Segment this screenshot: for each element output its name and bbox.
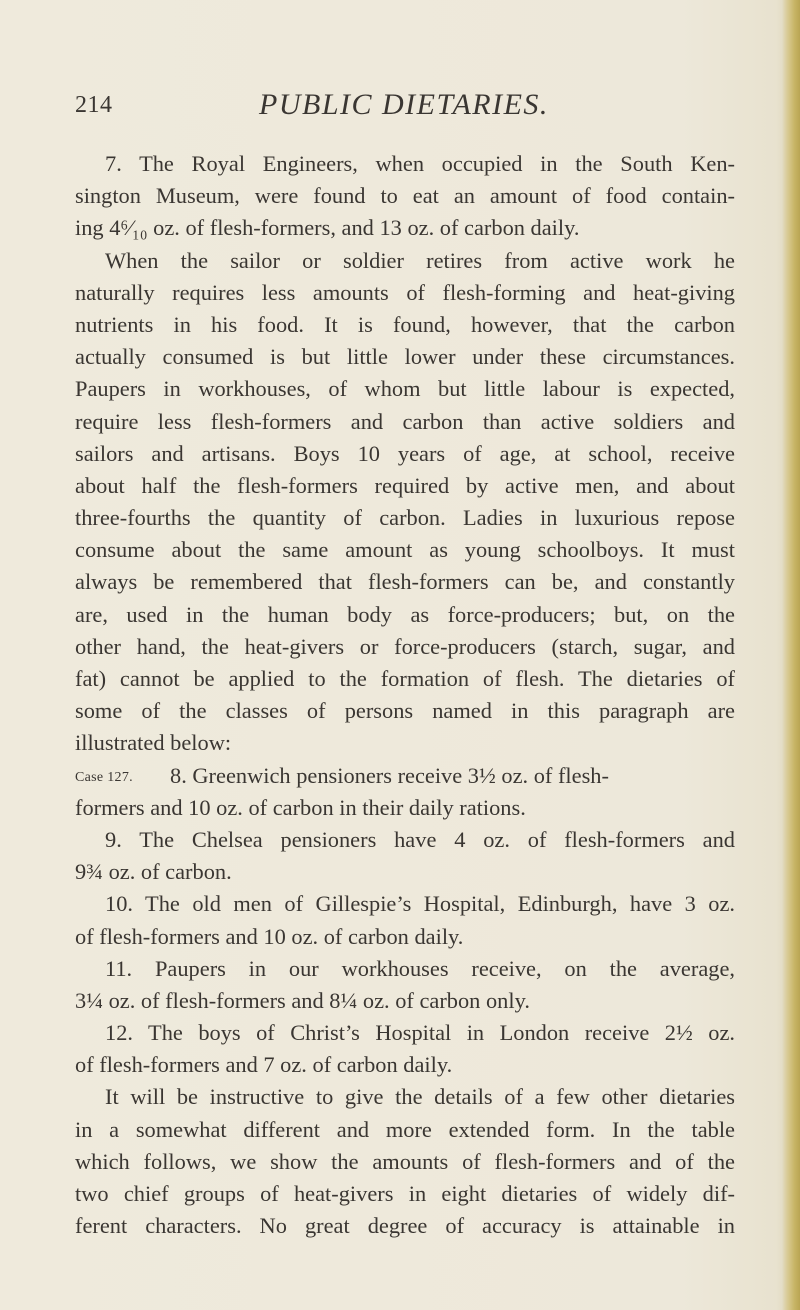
text-line: When the sailor or soldier retires from active work he <box>105 247 735 273</box>
text-line: require less flesh-formers and carbon than active soldiers and <box>75 408 735 434</box>
text-line: always be remembered that flesh-formers can be, and constantly <box>75 569 735 595</box>
text-line: 12. The boys of Christ’s Hospital in London receive 2½ oz. <box>105 1020 735 1046</box>
text-line: nutrients in his food. It is found, however, that the carbon <box>75 311 735 337</box>
text-line: 9. The Chelsea pensioners have 4 oz. of flesh-formers and <box>105 826 735 852</box>
text-line: ing 4⁶⁄₁₀ oz. of flesh-formers, and 13 oz. of carbon daily. <box>75 215 580 241</box>
text-line: consume about the same amount as young schoolboys. It must <box>75 537 735 563</box>
margin-note: Case 127. <box>75 769 133 785</box>
text-line: formers and 10 oz. of carbon in their daily rations. <box>75 794 526 820</box>
running-title: PUBLIC DIETARIES. <box>259 88 549 121</box>
text-line: three-fourths the quantity of carbon. Ladies in luxurious repose <box>75 505 735 531</box>
text-line: other hand, the heat-givers or force-producers (starch, sugar, and <box>75 633 735 659</box>
body-text <box>75 148 735 1242</box>
text-line: sington Museum, were found to eat an amount of food contain- <box>75 183 735 209</box>
text-line: which follows, we show the amounts of flesh-formers and of the <box>75 1148 735 1174</box>
text-line: Paupers in workhouses, of whom but little labour is expected, <box>75 376 735 402</box>
text-line: about half the flesh-formers required by active men, and about <box>75 472 735 498</box>
text-line: sailors and artisans. Boys 10 years of age, at school, receive <box>75 440 735 466</box>
text-line: ferent characters. No great degree of accuracy is attainable in <box>75 1213 735 1239</box>
text-line: actually consumed is but little lower under these circumstances. <box>75 344 735 370</box>
text-line: 8. Greenwich pensioners receive 3½ oz. of flesh- <box>170 762 609 788</box>
text-line: naturally requires less amounts of flesh-forming and heat-giving <box>75 279 735 305</box>
page-edge <box>782 0 800 1310</box>
text-line: 11. Paupers in our workhouses receive, on the average, <box>105 955 735 981</box>
text-line: It will be instructive to give the details of a few other dietaries <box>105 1084 735 1110</box>
text-line: are, used in the human body as force-producers; but, on the <box>75 601 735 627</box>
text-line-with-margin-note <box>75 760 735 792</box>
text-line: two chief groups of heat-givers in eight dietaries of widely dif- <box>75 1181 735 1206</box>
text-line: some of the classes of persons named in this paragraph are <box>75 698 735 724</box>
page-header <box>75 88 735 128</box>
text-line: of flesh-formers and 7 oz. of carbon daily. <box>75 1052 453 1078</box>
text-line: fat) cannot be applied to the formation of flesh. The dietaries of <box>75 666 735 691</box>
text-line: 9¾ oz. of carbon. <box>75 859 232 885</box>
text-line: in a somewhat different and more extended form. In the table <box>75 1116 735 1142</box>
text-line: 10. The old men of Gillespie’s Hospital, Edinburgh, have 3 oz. <box>105 891 735 917</box>
text-line: illustrated below: <box>75 730 232 756</box>
text-line: of flesh-formers and 10 oz. of carbon daily. <box>75 923 464 949</box>
page-number: 214 <box>75 92 113 118</box>
text-line: 3¼ oz. of flesh-formers and 8¼ oz. of carbon only. <box>75 987 530 1013</box>
text-line: 7. The Royal Engineers, when occupied in the South Ken- <box>105 151 735 176</box>
